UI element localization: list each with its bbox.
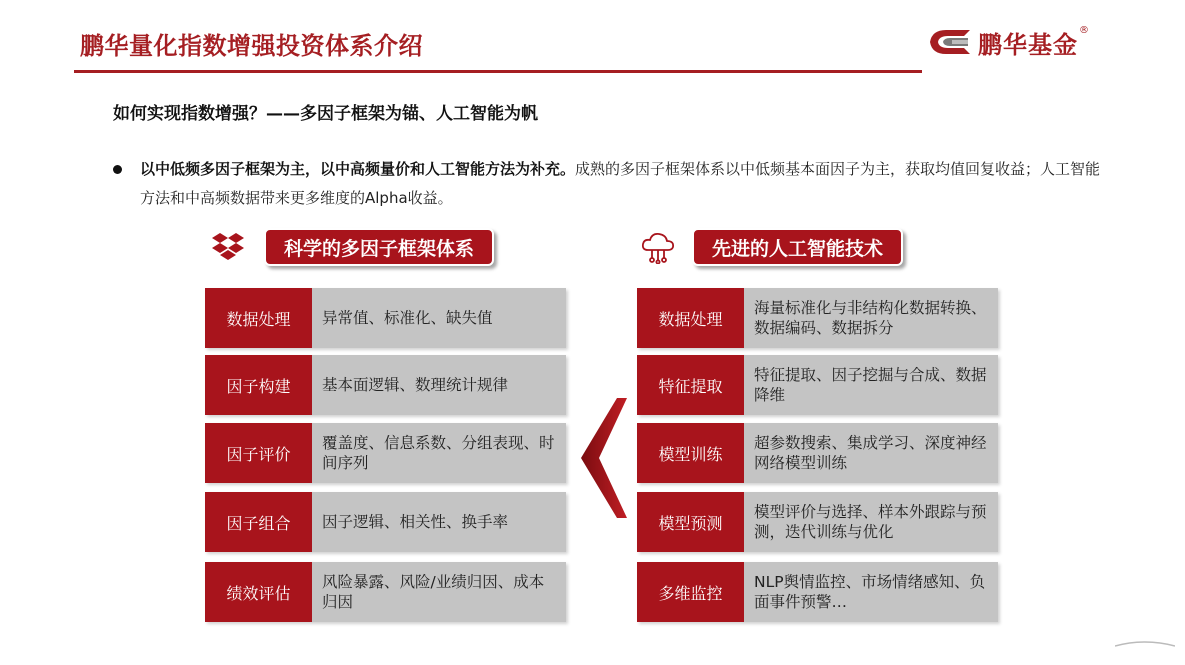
bullet-dot-icon [113, 165, 122, 174]
row-key: 数据处理 [205, 288, 312, 348]
row-key: 多维监控 [637, 562, 744, 622]
row-key: 特征提取 [637, 355, 744, 415]
row-value: 因子逻辑、相关性、换手率 [312, 492, 566, 552]
left-section-label: 科学的多因子框架体系 [264, 228, 494, 266]
row-key: 绩效评估 [205, 562, 312, 622]
company-logo [924, 22, 1089, 62]
bullet-bold-text: 以中低频多因子框架为主，以中高频量价和人工智能方法为补充。 [140, 160, 576, 178]
table-row [637, 355, 998, 415]
table-row [205, 562, 566, 622]
right-section-header [640, 228, 903, 266]
logo-mark-icon [924, 24, 974, 60]
row-key: 模型训练 [637, 423, 744, 483]
table-row [205, 492, 566, 552]
row-value: 覆盖度、信息系数、分组表现、时间序列 [312, 423, 566, 483]
logo-text: 鹏华基金 [978, 30, 1078, 59]
table-row [637, 562, 998, 622]
row-value: 基本面逻辑、数理统计规律 [312, 355, 566, 415]
row-value: 超参数搜索、集成学习、深度神经网络模型训练 [744, 423, 998, 483]
section-subtitle: 如何实现指数增强？——多因子框架为锚、人工智能为帆 [113, 104, 538, 124]
row-key: 数据处理 [637, 288, 744, 348]
row-key: 模型预测 [637, 492, 744, 552]
row-value: 风险暴露、风险/业绩归因、成本归因 [312, 562, 566, 622]
logo-registered-mark: ® [1079, 24, 1089, 36]
row-value: 异常值、标准化、缺失值 [312, 288, 566, 348]
row-value: NLP舆情监控、市场情绪感知、负面事件预警… [744, 562, 998, 622]
row-value: 特征提取、因子挖掘与合成、数据降维 [744, 355, 998, 415]
title-divider [74, 70, 922, 73]
table-row [637, 288, 998, 348]
left-section-header [210, 228, 494, 266]
row-key: 因子构建 [205, 355, 312, 415]
row-value: 模型评价与选择、样本外跟踪与预测，迭代训练与优化 [744, 492, 998, 552]
right-section-label: 先进的人工智能技术 [692, 228, 903, 266]
row-value: 海量标准化与非结构化数据转换、数据编码、数据拆分 [744, 288, 998, 348]
chevron-left-icon [577, 396, 629, 520]
table-row [637, 423, 998, 483]
page-title: 鹏华量化指数增强投资体系介绍 [80, 32, 423, 60]
dropbox-boxes-icon [210, 230, 246, 264]
table-row [205, 423, 566, 483]
corner-decoration [1115, 640, 1175, 648]
bullet-body-text: 成熟的多因子框架体系以中低频基本面因子为主，获取均值回复收益；人工智能方法和中高频数据带来更多维度的Alpha收益。 [140, 160, 1101, 207]
cloud-network-icon [640, 230, 676, 264]
table-row [637, 492, 998, 552]
table-row [205, 355, 566, 415]
table-row [205, 288, 566, 348]
bullet-paragraph [113, 155, 1113, 213]
bullet-text [140, 155, 1113, 213]
row-key: 因子组合 [205, 492, 312, 552]
row-key: 因子评价 [205, 423, 312, 483]
